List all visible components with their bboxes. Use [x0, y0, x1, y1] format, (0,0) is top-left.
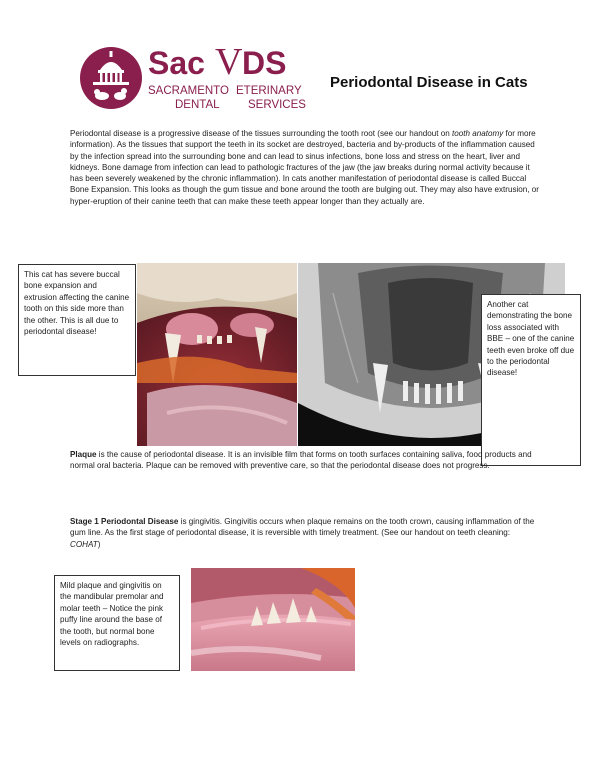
logo-line1: SACRAMENTO — [148, 85, 229, 97]
plaque-lead: Plaque — [70, 450, 97, 459]
gingivitis-teeth-photo — [191, 568, 355, 671]
page-title: Periodontal Disease in Cats — [330, 74, 528, 91]
brand-ds: DS — [242, 45, 287, 81]
callout-buccal-expansion: This cat has severe buccal bone expansion and extrusion affecting the canine tooth on this side more than the other. This is all due to periodontal disease! — [18, 264, 136, 376]
intro-paragraph — [70, 128, 540, 207]
stage1-paragraph — [70, 516, 540, 550]
plaque-text: is the cause of periodontal disease. It is an invisible film that forms on tooth surfaces containing saliva, food products and normal oral bacteria. Plaque can be removed with preventive care, so that the periodontal disease does not progress. — [70, 450, 532, 471]
intro-text-1: Periodontal disease is a progressive disease of the tissues surrounding the tooth root (see our handout on — [70, 129, 452, 138]
tooth-anatomy-link[interactable]: tooth anatomy — [452, 129, 504, 138]
logo-graphic — [78, 44, 328, 112]
logo-line2: DENTAL — [175, 99, 220, 111]
logo — [78, 44, 328, 112]
intro-text-2: for more information). As the tissues that support the teeth in its socket are destroyed, bacteria and by-products of the inflammation caused by the infection spread into the surrounding bone and can lead to sinus infections, bone loss and stress on the heart, liver and kidneys. Bone damage from infection can lead to pathologic fractures of the jaw (the jaw breaks during normal activity because it has been severely weakened by the chronic inflammation). In cats another manifestation of periodontal disease is called Buccal Bone Expansion. This looks as though the gum tissue and bone around the tooth are bulging out. They may also have extrusion, or hyper-eruption of their canine teeth that can make these teeth appear longer than they actually are. — [70, 129, 539, 206]
cat-mouth-photo — [137, 263, 297, 446]
stage1-lead: Stage 1 Periodontal Disease — [70, 517, 179, 526]
cohat-link[interactable]: COHAT — [70, 539, 98, 549]
plaque-paragraph — [70, 449, 540, 472]
callout-bbe-bone-loss: Another cat demonstrating the bone loss associated with BBE – one of the canine teeth even broke off due to the periodontal disease! — [481, 294, 581, 466]
logo-line2b: SERVICES — [248, 99, 306, 111]
brand-v: V — [215, 44, 243, 83]
stage1-end: ) — [97, 539, 101, 549]
logo-line1b: ETERINARY — [236, 85, 302, 97]
callout-gingivitis: Mild plaque and gingivitis on the mandibular premolar and molar teeth – Notice the pink puffy line around the base of the tooth, but normal bone levels on radiographs. — [54, 575, 180, 671]
stage1-text: is gingivitis. Gingivitis occurs when plaque remains on the tooth crown, causing inflammation of the gum line. As the first stage of periodontal disease, it is reversible with timely treatment. (See our handout on teeth cleaning: — [70, 517, 535, 538]
brand-sac: Sac — [148, 45, 205, 81]
